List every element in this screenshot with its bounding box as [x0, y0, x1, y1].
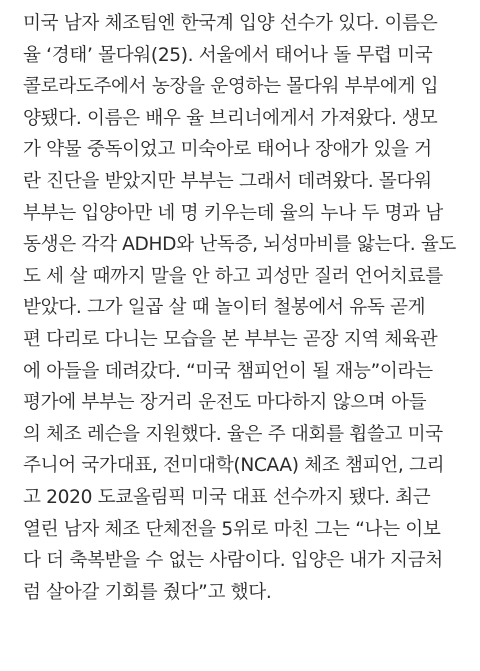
article-body	[23, 8, 468, 608]
article-line: 고 2020 도쿄올림픽 미국 대표 선수까지 됐다. 최근	[23, 486, 431, 508]
article-line: 동생은 각각 ADHD와 난독증, 뇌성마비를 앓는다. 율도	[23, 234, 457, 256]
article-line: 주니어 국가대표, 전미대학(NCAA) 체조 챔피언, 그리	[23, 455, 445, 477]
article-line: 럼 살아갈 기회를 줬다”고 했다.	[23, 581, 272, 603]
article-line: 부부는 입양아만 네 명 키우는데 율의 누나 두 명과 남	[23, 202, 443, 224]
article-line: 란 진단을 받았지만 부부는 그래서 데려왔다. 몰다워	[23, 170, 432, 192]
article-line: 의 체조 레슨을 지원했다. 율은 주 대회를 휩쓸고 미국	[23, 423, 443, 445]
article-line: 콜로라도주에서 농장을 운영하는 몰다워 부부에게 입	[23, 76, 439, 98]
article-line: 받았다. 그가 일곱 살 때 놀이터 철봉에서 유독 곧게	[23, 297, 426, 319]
article-line: 에 아들을 데려갔다. “미국 챔피언이 될 재능”이라는	[23, 360, 433, 382]
article-line: 다 더 축복받을 수 없는 사람이다. 입양은 내가 지금처	[23, 550, 443, 572]
article-line: 열린 남자 체조 단체전을 5위로 마친 그는 “나는 이보	[23, 518, 441, 540]
article-line: 편 다리로 다니는 모습을 본 부부는 곧장 지역 체육관	[23, 328, 438, 350]
article-line: 율 ‘경태’ 몰다워(25). 서울에서 태어나 돌 무렵 미국	[23, 44, 433, 66]
article-line: 가 약물 중독이었고 미숙아로 태어나 장애가 있을 거	[23, 139, 432, 161]
article-line: 평가에 부부는 장거리 운전도 마다하지 않으며 아들	[23, 392, 427, 414]
article-line: 도 세 살 때까지 말을 안 하고 괴성만 질러 언어치료를	[23, 265, 443, 287]
article-line: 양됐다. 이름은 배우 율 브리너에게서 가져왔다. 생모	[23, 107, 438, 129]
article-line: 미국 남자 체조팀엔 한국계 입양 선수가 있다. 이름은	[23, 13, 438, 34]
